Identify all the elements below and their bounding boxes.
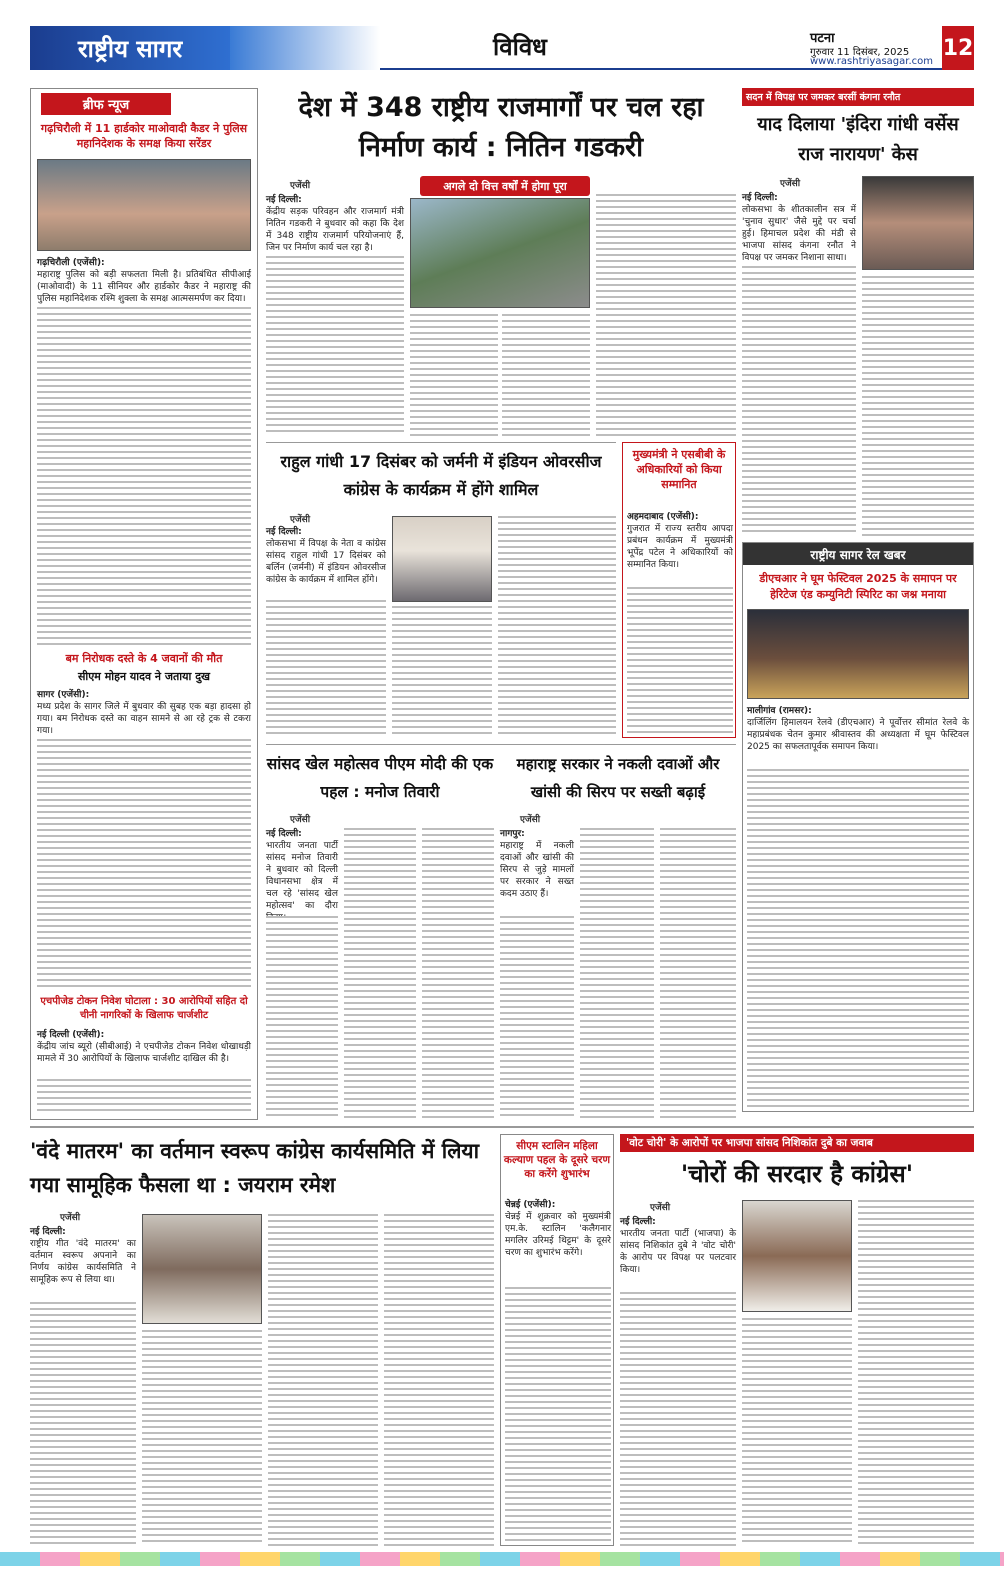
rail-news-box <box>742 542 974 1112</box>
masthead-decoration <box>230 26 380 70</box>
kangana-byline: एजेंसी <box>780 179 801 189</box>
dubey-body-continued-3 <box>858 1200 974 1546</box>
khel-byline: एजेंसी <box>290 815 311 825</box>
vande-body-continued-3 <box>268 1214 378 1546</box>
dubey-body-continued-2 <box>742 1318 852 1546</box>
highway-photo <box>410 198 590 308</box>
jairam-ramesh-photo <box>142 1214 262 1324</box>
brief-body-1: महाराष्ट्र पुलिस को बड़ी सफलता मिली है। प्रतिबंधित सीपीआई (माओवादी) के 11 सीनियर और हार्डकोर कैडर ने महाराष्ट्र की पुलिस महानिदेशक रश्मि शुक्ला के समक्ष आत्मसमर्पण कर दिया। <box>37 270 251 304</box>
dawa-body-continued-2 <box>580 828 654 1120</box>
rahul-byline: एजेंसी <box>290 515 311 525</box>
nishikant-dubey-photo <box>742 1200 852 1312</box>
masthead <box>30 26 974 70</box>
dubey-dateline: नई दिल्ली: <box>620 1217 656 1227</box>
kangana-body-continued-2 <box>862 276 974 536</box>
divider <box>266 744 736 745</box>
lead-byline: एजेंसी <box>290 181 311 191</box>
kangana-body-continued-1 <box>742 266 856 536</box>
lead-body-continued-4 <box>596 194 736 436</box>
sbb-headline: मुख्यमंत्री ने एसबीबी के अधिकारियों को किया सम्मानित <box>632 448 726 491</box>
rail-news-tag: राष्ट्रीय सागर रेल खबर <box>743 543 973 565</box>
sbb-dateline: अहमदाबाद (एजेंसी): <box>627 512 699 522</box>
dawa-byline: एजेंसी <box>520 815 541 825</box>
brief-body-1-continued <box>37 307 251 647</box>
kangana-photo <box>862 176 974 270</box>
stalin-headline: सीएम स्टालिन महिला कल्याण पहल के दूसरे चरण का करेंगे शुभारंभ <box>503 1140 611 1180</box>
dubey-kicker: 'वोट चोरी' के आरोपों पर भाजपा सांसद निशिकांत दुबे का जवाब <box>620 1134 974 1152</box>
sbb-body: गुजरात में राज्य स्तरीय आपदा प्रबंधन कार्यक्रम में मुख्यमंत्री भूपेंद्र पटेल ने अधिकारियों को सम्मानित किया। <box>627 524 733 570</box>
edition-city: पटना <box>810 31 835 46</box>
dubey-headline: 'चोरों की सरदार है कांग्रेस' <box>680 1160 914 1188</box>
vande-byline: एजेंसी <box>60 1213 81 1223</box>
brief-news-tag: ब्रीफ न्यूज <box>41 93 171 115</box>
brief-headline-2: बम निरोधक दस्ते के 4 जवानों की मौत <box>65 652 223 665</box>
dawa-body: महाराष्ट्र में नकली दवाओं और खांसी की सिरप से जुड़े मामलों पर सरकार ने सख्त कदम उठाए हैं। <box>500 841 574 899</box>
stalin-body-continued <box>505 1287 611 1541</box>
rahul-dateline: नई दिल्ली: <box>266 527 302 537</box>
vande-body-continued-2 <box>142 1330 262 1546</box>
lead-kicker: अगले दो वित्त वर्षों में होगा पूरा <box>420 176 590 196</box>
lead-body-continued-1 <box>266 256 404 436</box>
kangana-kicker: सदन में विपक्ष पर जमकर बरसीं कंगना रनौत <box>742 88 974 106</box>
brief-dateline-3: नई दिल्ली (एजेंसी): <box>37 1030 105 1040</box>
rahul-body-continued-2 <box>392 606 492 738</box>
section-title: विविध <box>493 33 547 61</box>
khel-body-continued-1 <box>266 916 338 1120</box>
vande-dateline: नई दिल्ली: <box>30 1227 66 1237</box>
dubey-body: भारतीय जनता पार्टी (भाजपा) के सांसद निशिकांत दुबे ने 'वोट चोरी' के आरोप पर विपक्ष पर पलटवार किया। <box>620 1229 736 1275</box>
edition-date: गुरुवार 11 दिसंबर, 2025 <box>810 47 910 58</box>
stalin-dateline: चेन्नई (एजेंसी): <box>505 1200 556 1210</box>
khel-body: भारतीय जनता पार्टी सांसद मनोज तिवारी ने बुधवार को दिल्ली विधानसभा क्षेत्र में चल रहे 'सांसद खेल महोत्सव' का दौरा <box>266 841 338 911</box>
lead-dateline: नई दिल्ली: <box>266 195 302 205</box>
lead-body: केंद्रीय सड़क परिवहन और राजमार्ग मंत्री नितिन गडकरी ने बुधवार को कहा कि देश में 348 राष्ट्रीय राजमार्ग परियोजनाएं हैं, जिन पर निर्माण कार्य चल रहा है। <box>266 207 404 253</box>
dawa-dateline: नागपुर: <box>500 829 525 839</box>
festival-photo <box>747 609 969 699</box>
brand-logo: राष्ट्रीय सागर <box>30 26 230 70</box>
website-link[interactable]: www.rashtriyasagar.com <box>810 56 933 67</box>
kangana-dateline: नई दिल्ली: <box>742 193 778 203</box>
rail-headline: डीएचआर ने घूम फेस्टिवल 2025 के समापन पर हेरिटेज एंड कम्युनिटी स्पिरिट का जश्न मनाया <box>759 572 957 601</box>
rahul-body-continued-3 <box>498 516 616 738</box>
sbb-body-continued <box>627 587 733 733</box>
brief-body-2: मध्य प्रदेश के सागर जिले में बुधवार की सुबह एक बड़ा हादसा हो गया। बम निरोधक दस्ते का वाहन सामने से आ रहे ट्रक से टकरा गया। <box>37 702 251 736</box>
brief-subhead-2: सीएम मोहन यादव ने जताया दुख <box>77 670 211 683</box>
khel-body-continued-2 <box>344 828 416 1120</box>
kangana-body: लोकसभा के शीतकालीन सत्र में 'चुनाव सुधार' जैसे मुद्दे पर चर्चा हुई। हिमाचल प्रदेश की मंडी से भाजपा सांसद कंगना रनौत ने विपक्ष पर जमकर निशाना साधा। <box>742 205 856 263</box>
stalin-body: चेन्नई में शुक्रवार को मुख्यमंत्री एम.के. स्टालिन 'कलैगनार मगलिर उरिमई थिट्टम' के दूसरे चरण का शुभारंभ करेंगे। <box>505 1212 611 1258</box>
brief-dateline-1: गढ़चिरौली (एजेंसी): <box>37 258 105 268</box>
khel-headline: सांसद खेल महोत्सव पीएम मोदी की एक पहल : मनोज तिवारी <box>266 755 494 801</box>
rahul-body-continued-1 <box>266 600 386 738</box>
rail-body-continued <box>747 769 969 1107</box>
dubey-byline: एजेंसी <box>650 1203 671 1213</box>
divider <box>30 1126 974 1128</box>
khel-body-continued-3 <box>422 828 494 1120</box>
rail-dateline: मालीगांव (रामसर): <box>747 706 812 716</box>
lead-body-continued-3 <box>502 314 590 436</box>
brief-headline-1: गढ़चिरौली में 11 हार्डकोर माओवादी कैडर ने पुलिस महानिदेशक के समक्ष किया सरेंडर <box>40 122 248 150</box>
brief-body-2-continued <box>37 739 251 989</box>
dawa-body-continued-3 <box>660 828 736 1120</box>
brief-news-column <box>30 88 258 1120</box>
lead-body-continued-2 <box>410 314 498 436</box>
dawa-body-continued-1 <box>500 916 574 1120</box>
divider <box>266 442 616 443</box>
brief-headline-3: एचपीजेड टोकन निवेश घोटाला : 30 आरोपियों सहित दो चीनी नागरिकों के खिलाफ चार्जशीट <box>40 996 248 1021</box>
vande-body: राष्ट्रीय गीत 'वंदे मातरम' का वर्तमान स्वरूप अपनाने का निर्णय कांग्रेस कार्यसमिति ने सामूहिक रूप से लिया था। <box>30 1239 136 1285</box>
surrender-photo <box>37 159 251 251</box>
stalin-story-box <box>500 1134 614 1546</box>
footer-decoration <box>0 1552 1004 1566</box>
brief-dateline-2: सागर (एजेंसी): <box>37 690 90 700</box>
vande-body-continued-4 <box>384 1214 494 1546</box>
rahul-headline: राहुल गांधी 17 दिसंबर को जर्मनी में इंडियन ओवरसीज कांग्रेस के कार्यक्रम में होंगे शामिल <box>280 452 602 499</box>
rail-body: दार्जिलिंग हिमालयन रेलवे (डीएचआर) ने पूर्वोत्तर सीमांत रेलवे के महाप्रबंधक चेतन कुमार श्रीवास्तव की अध्यक्षता में घूम फेस्टिवल 2025 का सफलतापूर्वक समापन किया। <box>747 718 969 752</box>
vande-headline: 'वंदे मातरम' का वर्तमान स्वरूप कांग्रेस कार्यसमिति में लिया गया सामूहिक फैसला था : जयराम रमेश <box>30 1139 480 1197</box>
dawa-headline: महाराष्ट्र सरकार ने नकली दवाओं और खांसी की सिरप पर सख्ती बढ़ाई <box>516 755 720 801</box>
rahul-body: लोकसभा में विपक्ष के नेता व कांग्रेस सांसद राहुल गांधी 17 दिसंबर को बर्लिन (जर्मनी) में इंडियन ओवरसीज कांग्रेस के कार्यक्रम में शामिल होंगे। <box>266 539 386 585</box>
kangana-headline: याद दिलाया 'इंदिरा गांधी वर्सेस राज नारायण' केस <box>757 114 959 165</box>
rahul-gandhi-photo <box>392 516 492 602</box>
lead-headline: देश में 348 राष्ट्रीय राजमार्गों पर चल रहा निर्माण कार्य : नितिन गडकरी <box>298 92 704 163</box>
dubey-body-continued-1 <box>620 1292 736 1546</box>
page-number: 12 <box>942 26 974 70</box>
sbb-story-box <box>622 442 736 738</box>
vande-body-continued-1 <box>30 1302 136 1546</box>
khel-dateline: नई दिल्ली: <box>266 829 302 839</box>
brief-body-3: केंद्रीय जांच ब्यूरो (सीबीआई) ने एचपीजेड टोकन निवेश धोखाधड़ी मामले में 30 आरोपियों के खिलाफ चार्जशीट दाखिल की है। <box>37 1042 251 1064</box>
brief-body-3-continued <box>37 1079 251 1115</box>
